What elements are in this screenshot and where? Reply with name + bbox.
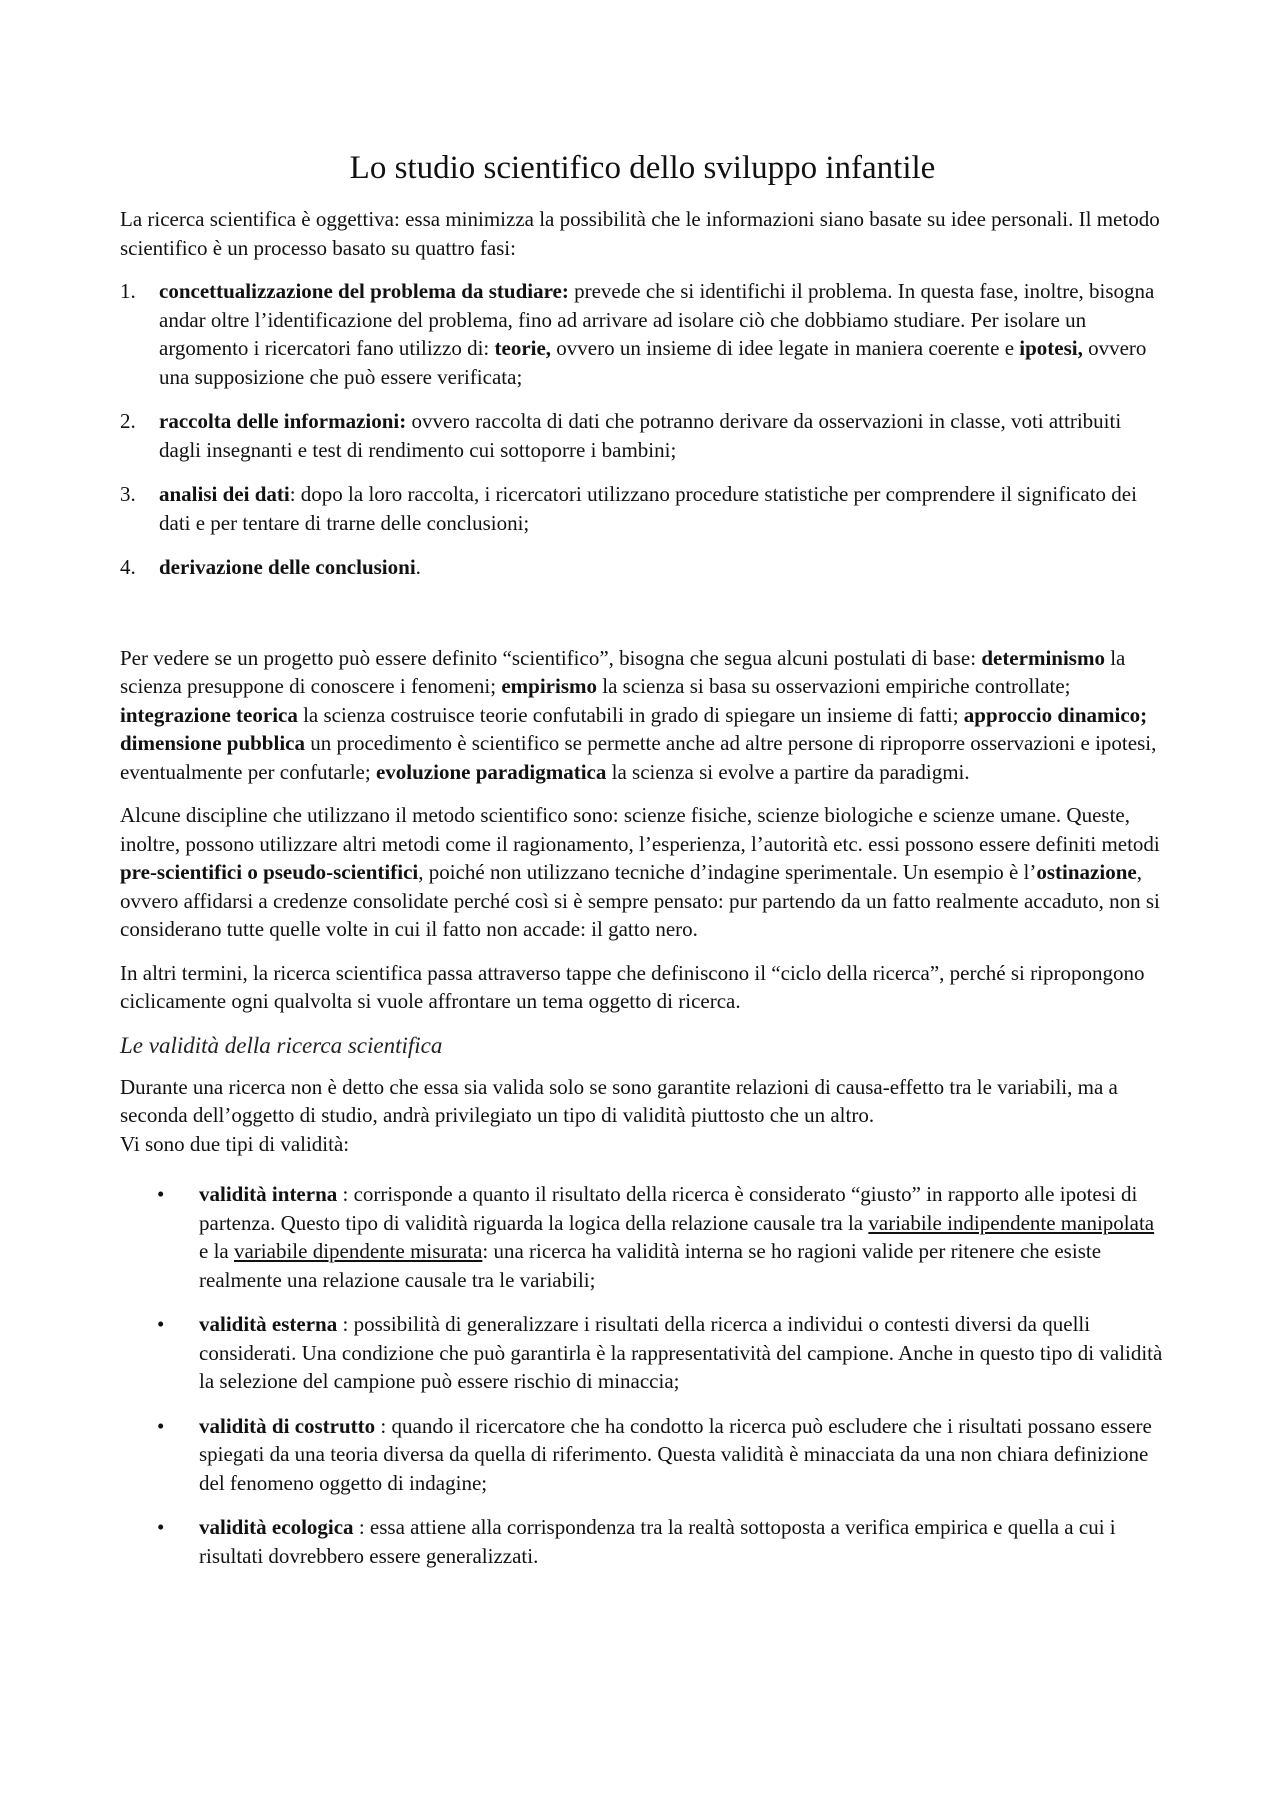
list-number: 3. xyxy=(120,482,136,506)
list-number: 2. xyxy=(120,409,136,433)
bold-term: teorie, xyxy=(494,336,552,360)
document-body xyxy=(120,148,1165,1586)
bullet-icon: • xyxy=(157,1413,165,1438)
bold-term: validità ecologica xyxy=(199,1515,354,1539)
paragraph-text: In altri termini, la ricerca scientifica passa attraverso tappe che definiscono il “ciclo della ricerca”, perché si ripropongono ciclicamente ogni qualvolta si vuole affrontare un tema oggetto di ricerca. xyxy=(120,960,1145,1013)
disciplines-paragraph xyxy=(120,801,1165,944)
bold-term: raccolta delle informazioni: xyxy=(159,409,407,433)
underlined-term: variabile indipendente manipolata xyxy=(868,1210,1155,1235)
bold-term: integrazione teorica xyxy=(120,702,298,727)
list-item xyxy=(120,480,1165,537)
paragraph-text: Vi sono due tipi di validità: xyxy=(120,1131,350,1156)
list-text: ovvero raccolta di dati che potranno derivare da osservazioni in classe, voti attribuiti dagli insegnanti e test di rendimento cui sottoporre i bambini; xyxy=(159,409,1122,462)
list-text: : corrisponde a quanto il risultato della ricerca è considerato “giusto” in rapporto alle ipotesi di partenza. Questo tipo di validità riguarda la logica della relazione causale tra la xyxy=(199,1182,1138,1235)
intro-paragraph xyxy=(120,205,1165,262)
bold-term: derivazione delle conclusioni xyxy=(159,555,416,579)
bold-term: validità di costrutto xyxy=(199,1413,376,1438)
list-text: : quando il ricercatore che ha condotto la ricerca può escludere che i risultati possano essere spiegati da una teoria diversa da quella di riferimento. Questa validità è minacciata da una non chiara definizione del fenomeno oggetto di indagine; xyxy=(199,1413,1152,1495)
bold-term: empirismo xyxy=(501,674,598,698)
intro-text: La ricerca scientifica è oggettiva: essa minimizza la possibilità che le informazioni siano basate su idee personali. Il metodo scientifico è un processo basato su quattro fasi: xyxy=(120,207,1160,260)
list-text: ovvero un insieme di idee legate in maniera coerente e xyxy=(551,336,1020,360)
validity-intro-paragraph xyxy=(120,1073,1165,1159)
list-text: : dopo la loro raccolta, i ricercatori utilizzano procedure statistiche per comprendere il significato dei dati e per tentare di trarne delle conclusioni; xyxy=(159,482,1137,535)
list-text: : essa attiene alla corrispondenza tra la realtà sottoposta a verifica empirica e quella a cui i risultati dovrebbero essere generalizzati. xyxy=(199,1515,1116,1568)
method-steps-list xyxy=(120,277,1165,582)
list-item xyxy=(120,1513,1165,1570)
paragraph-text: la scienza si evolve a partire da paradigmi. xyxy=(606,759,970,784)
bold-term: concettualizzazione del problema da studiare: xyxy=(159,279,569,303)
list-text: : possibilità di generalizzare i risultati della ricerca a individui o contesti diversi da quelli considerati. Una condizione che può garantirla è la rappresentatività del campione. Anche in questo tipo di validità la selezione del campione può essere rischio di minaccia; xyxy=(199,1312,1163,1393)
list-text: ovvero una supposizione che può essere verificata; xyxy=(159,336,1147,389)
paragraph-text: la scienza costruisce teorie confutabili in grado di spiegare un insieme di fatti; xyxy=(297,702,964,727)
page-title: Lo studio scientifico dello sviluppo infantile xyxy=(349,150,936,186)
bold-term: ipotesi, xyxy=(1019,336,1083,360)
list-item xyxy=(120,277,1165,391)
bullet-icon: • xyxy=(157,1182,165,1206)
bold-term: pre-scientifici o pseudo-scientifici xyxy=(120,860,419,884)
list-text: e la xyxy=(199,1239,234,1263)
list-number: 4. xyxy=(120,555,136,579)
list-item xyxy=(120,553,1165,582)
list-text: : una ricerca ha validità interna se ho ragioni valide per ritenere che esiste realmente una relazione causale tra le variabili; xyxy=(199,1239,1102,1292)
paragraph-text: la scienza presuppone di conoscere i fenomeni; xyxy=(120,645,1126,698)
list-number: 1. xyxy=(120,279,136,303)
paragraph-text: Per vedere se un progetto può essere definito “scientifico”, bisogna che segua alcuni postulati di base: xyxy=(120,645,982,670)
list-item xyxy=(120,407,1165,464)
paragraph-text: un procedimento è scientifico se permette anche ad altre persone di riproporre osservazioni e ipotesi, eventualmente per confutarle; xyxy=(120,731,1157,784)
bullet-icon: • xyxy=(157,1312,165,1336)
list-item xyxy=(120,1180,1165,1294)
list-text: . xyxy=(415,555,421,579)
spacer xyxy=(120,598,1165,644)
bold-term: analisi dei dati xyxy=(159,482,290,506)
bold-term: approccio dinamico; dimensione pubblica xyxy=(120,702,1148,755)
bold-term: validità esterna xyxy=(199,1312,338,1336)
bold-term: determinismo xyxy=(981,645,1105,670)
paragraph-text: , ovvero affidarsi a credenze consolidate perché così si è sempre pensato: pur partendo da un fatto realmente accaduto, non si considerano tutte quelle volte in cui il fatto non accade: il gatto nero. xyxy=(120,860,1160,941)
paragraph-text: la scienza si basa su osservazioni empiriche controllate; xyxy=(597,674,1071,698)
cycle-paragraph xyxy=(120,959,1165,1016)
list-item xyxy=(120,1310,1165,1396)
underlined-term: variabile dipendente misurata xyxy=(233,1239,483,1263)
list-item xyxy=(120,1412,1165,1498)
postulates-paragraph xyxy=(120,644,1165,787)
bold-term: validità interna xyxy=(199,1182,338,1206)
validity-types-list xyxy=(120,1180,1165,1570)
list-text: prevede che si identifichi il problema. In questa fase, inoltre, bisogna andar oltre l’identificazione del problema, fino ad arrivare ad isolare ciò che dobbiamo studiare. Per isolare un argomento i ricercatori fano utilizzo di: xyxy=(159,279,1155,360)
paragraph-text: Durante una ricerca non è detto che essa sia valida solo se sono garantite relazioni di causa-effetto tra le variabili, ma a seconda dell’oggetto di studio, andrà privilegiato un tipo di validità piuttosto che un altro. xyxy=(120,1074,1118,1127)
bold-term: ostinazione xyxy=(1036,860,1137,884)
section-heading: Le validità della ricerca scientifica xyxy=(120,1032,443,1058)
paragraph-text: , poiché non utilizzano tecniche d’indagine sperimentale. Un esempio è l’ xyxy=(418,860,1037,884)
bullet-icon: • xyxy=(157,1515,165,1539)
bold-term: evoluzione paradigmatica xyxy=(375,759,607,784)
paragraph-text: Alcune discipline che utilizzano il metodo scientifico sono: scienze fisiche, scienze biologiche e scienze umane. Queste, inoltre, possono utilizzare altri metodi come il ragionamento, l’esperienza, l’autorità etc. essi possono essere definiti metodi xyxy=(120,803,1160,856)
